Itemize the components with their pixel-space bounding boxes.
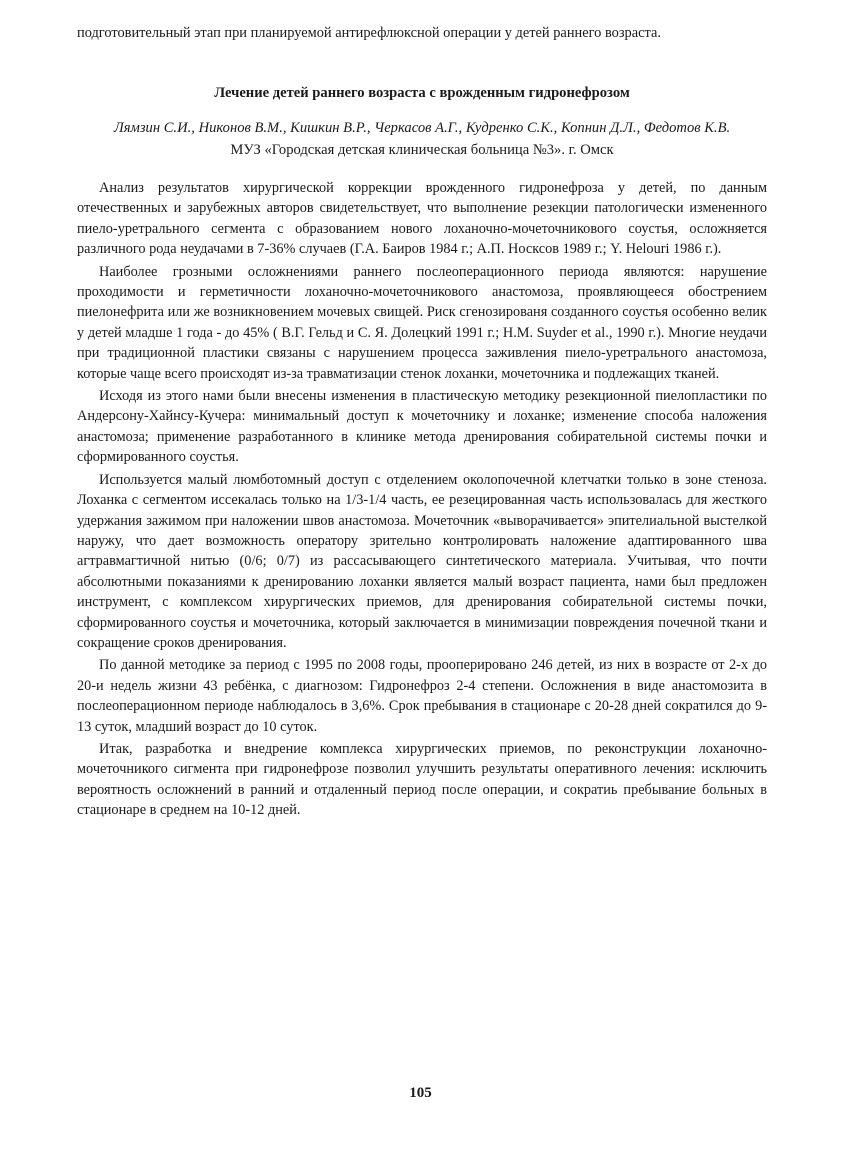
paragraph: Исходя из этого нами были внесены изменения в пластическую методику резекционной пиелопластики по Андерсону-Хайнсу-Кучера: минимальный доступ к мочеточнику и лоханке; изменение способа наложения анастомоза; применение разработанного в клинике метода дренирования собирательной системы почки и сформированного соустья. bbox=[77, 388, 767, 466]
article-authors: Лямзин С.И., Никонов В.М., Кишкин В.Р., Черкасов А.Г., Кудренко С.К., Копнин Д.Л., Федотов К.В. bbox=[113, 120, 731, 136]
paragraph: По данной методике за период с 1995 по 2008 годы, прооперировано 246 детей, из них в возрасте от 2-х до 20-и недель жизни 43 ребёнка, с диагнозом: Гидронефроз 2-4 степени. Осложнения в виде анастомозита в послеоперационном периоде наблюдалось в 3,6%. Срок пребывания в стационаре с 20-28 дней сократился до 9-13 суток, младший возраст до 10 суток. bbox=[77, 657, 767, 735]
paragraph: Наиболее грозными осложнениями раннего послеоперационного периода являются: нарушение проходимости и герметичности лоханочно-мочеточникового анастомоза, проявляющееся обострением пиелонефрита или же возникновением мочевых свищей. Риск сгенозированя созданного соустья особенно велик у детей младше 1 года - до 45% ( В.Г. Гельд и С. Я. Долецкий 1991 г.; H.M. Suyder et al., 1990 г.). Многие неудачи при традиционной пластики связаны с нарушением процесса заживления пиело-уретрального анастомоза, которые чаще всего происходят из-за травматизации стенок лоханки, мочеточника и подлежащих тканей. bbox=[77, 263, 767, 382]
article-body bbox=[77, 178, 767, 821]
page-content bbox=[77, 22, 767, 823]
previous-article-ending: подготовительный этап при планируемой антирефлюксной операции у детей раннего возраста. bbox=[77, 25, 661, 41]
article-institution: МУЗ «Городская детская клиническая больница №3». г. Омск bbox=[230, 142, 614, 158]
paragraph: Итак, разработка и внедрение комплекса хирургических приемов, по реконструкции лоханочно-мочеточникого сигмента при гидронефрозе позволил улучшить результаты оперативного лечения: исключить вероятность осложнений в ранний и отдаленный период после операции, и сократиь пребывание больных в стационаре в среднем на 10-12 дней. bbox=[77, 740, 767, 819]
paragraph: Используется малый люмботомный доступ с отделением околопочечной клетчатки только в зоне стеноза. Лоханка с сегментом иссекалась только на 1/3-1/4 часть, ее резецированная часть использовалась для жесткого удержания зажимом при наложении швов анастомоза. Мочеточник «выворачивается» эпителиальной выстелкой наружу, что дает возможность оператору зрительно контролировать наложение адаптированного шва агтравмагтичной нитью (0/6; 0/7) из рассасывающего синтетического материала. Учитывая, что почти абсолютными показаниями к дренированию лоханки является малый возраст пациента, нами был предложен инструмент, с комплексом хирургических приемов, для дренирования собирательной системы почки, сформированного соустья и мочеточника, который заключается в минимизации повреждения почечной ткани и сокращение сроков дренирования. bbox=[77, 471, 767, 651]
paragraph: Анализ результатов хирургической коррекции врожденного гидронефроза у детей, по данным отечественных и зарубежных авторов свидетельствует, что выполнение резекции патологически измененного пиело-уретрального сегмента с образованием нового лоханочно-мочеточникового соустья, осложняется различного рода неудачами в 7-36% случаев (Г.А. Баиров 1984 г.; А.П. Носксов 1989 г.; Y. Helouri 1986 г.). bbox=[77, 180, 767, 258]
page-number: 105 bbox=[409, 1085, 432, 1101]
article-title: Лечение детей раннего возраста с врожденным гидронефрозом bbox=[214, 85, 630, 101]
